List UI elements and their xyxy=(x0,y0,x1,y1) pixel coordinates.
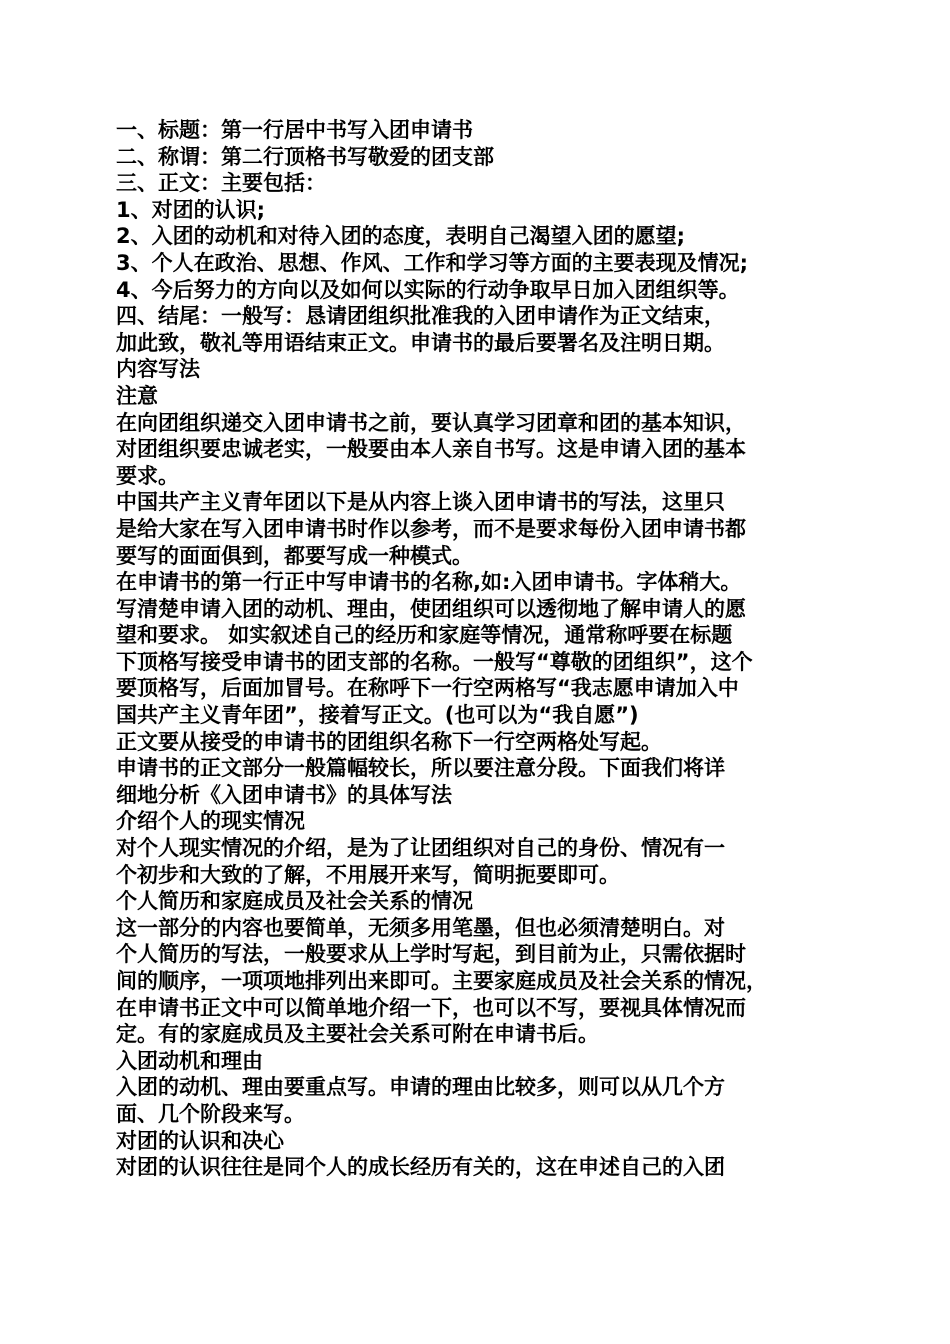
text-line: 在申请书的第一行正中写申请书的名称,如:入团申请书。字体稍大。 xyxy=(116,570,742,595)
text-line: 对团组织要忠诚老实，一般要由本人亲自书写。这是申请入团的基本 xyxy=(116,437,746,462)
text-line: 介绍个人的现实情况 xyxy=(116,809,305,834)
text-line: 要顶格写，后面加冒号。在称呼下一行空两格写“我志愿申请加入中 xyxy=(116,676,739,701)
text-line: 2、入团的动机和对待入团的态度，表明自己渴望入团的愿望; xyxy=(116,224,686,249)
text-line: 对团的认识往往是同个人的成长经历有关的，这在申述自己的入团 xyxy=(116,1155,725,1180)
text-line: 在申请书正文中可以简单地介绍一下，也可以不写，要视具体情况而 xyxy=(116,995,746,1020)
text-line: 二、称谓：第二行顶格书写敬爱的团支部 xyxy=(116,144,494,169)
text-line: 个人简历的写法，一般要求从上学时写起，到目前为止，只需依据时 xyxy=(116,942,746,967)
text-line: 内容写法 xyxy=(116,357,200,382)
text-line: 要写的面面俱到，都要写成一种模式。 xyxy=(116,543,473,568)
text-line: 个初步和大致的了解，不用展开来写，简明扼要即可。 xyxy=(116,862,620,887)
text-line: 正文要从接受的申请书的团组织名称下一行空两格处写起。 xyxy=(116,729,662,754)
text-line: 国共产主义青年团”，接着写正文。(也可以为“我自愿”) xyxy=(116,703,639,728)
text-line: 申请书的正文部分一般篇幅较长，所以要注意分段。下面我们将详 xyxy=(116,756,725,781)
text-line: 定。有的家庭成员及主要社会关系可附在申请书后。 xyxy=(116,1022,599,1047)
text-line: 面、几个阶段来写。 xyxy=(116,1101,305,1126)
text-line: 入团的动机、理由要重点写。申请的理由比较多，则可以从几个方 xyxy=(116,1075,725,1100)
text-line: 是给大家在写入团申请书时作以参考，而不是要求每份入团申请书都 xyxy=(116,516,746,541)
text-line: 对团的认识和决心 xyxy=(116,1128,284,1153)
text-line: 1、对团的认识; xyxy=(116,197,266,222)
text-line: 写清楚申请入团的动机、理由，使团组织可以透彻地了解申请人的愿 xyxy=(116,596,746,621)
text-line: 望和要求。 如实叙述自己的经历和家庭等情况，通常称呼要在标题 xyxy=(116,623,733,648)
text-line: 要求。 xyxy=(116,463,179,488)
text-line: 个人简历和家庭成员及社会关系的情况 xyxy=(116,889,473,914)
text-line: 入团动机和理由 xyxy=(116,1048,263,1073)
text-line: 四、结尾：一般写：恳请团组织批准我的入团申请作为正文结束， xyxy=(116,304,725,329)
text-line: 对个人现实情况的介绍，是为了让团组织对自己的身份、情况有一 xyxy=(116,836,725,861)
text-line: 4、今后努力的方向以及如何以实际的行动争取早日加入团组织等。 xyxy=(116,277,740,302)
text-line: 在向团组织递交入团申请书之前，要认真学习团章和团的基本知识， xyxy=(116,410,746,435)
text-line: 下顶格写接受申请书的团支部的名称。一般写“尊敬的团组织”，这个 xyxy=(116,649,753,674)
text-line: 一、标题：第一行居中书写入团申请书 xyxy=(116,118,473,142)
text-line: 三、正文：主要包括： xyxy=(116,171,326,196)
text-line: 细地分析《入团申请书》的具体写法 xyxy=(116,782,452,807)
document-body xyxy=(116,117,856,1181)
text-line: 这一部分的内容也要简单，无须多用笔墨，但也必须清楚明白。对 xyxy=(116,915,725,940)
text-line: 间的顺序，一项项地排列出来即可。主要家庭成员及社会关系的情况， xyxy=(116,969,767,993)
text-line: 3、个人在政治、思想、作风、工作和学习等方面的主要表现及情况; xyxy=(116,250,749,275)
text-line: 中国共产主义青年团以下是从内容上谈入团申请书的写法，这里只 xyxy=(116,490,725,515)
text-line: 加此致，敬礼等用语结束正文。申请书的最后要署名及注明日期。 xyxy=(116,330,725,355)
text-line: 注意 xyxy=(116,383,158,408)
